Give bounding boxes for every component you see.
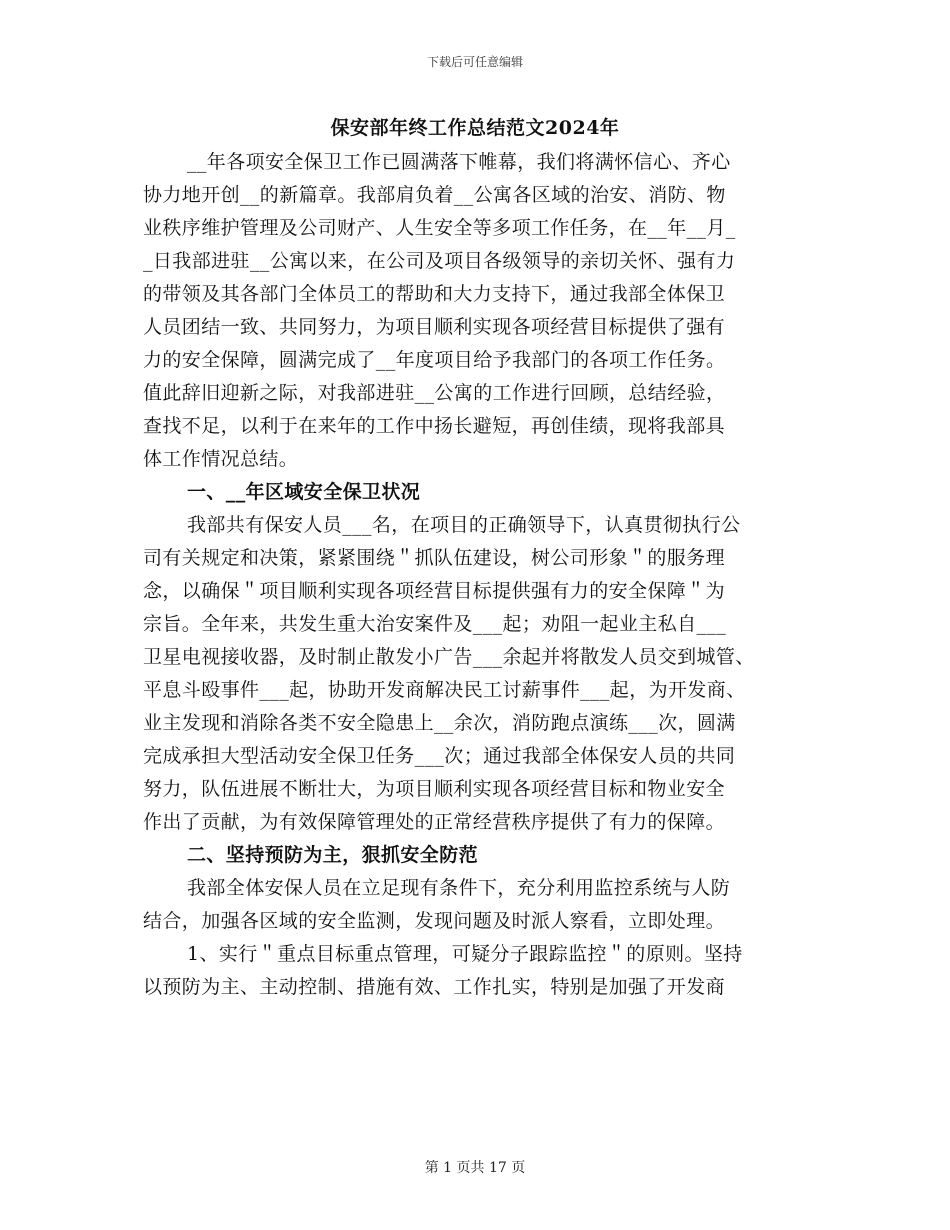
body-line: _日我部进驻__公寓以来，在公司及项目各级领导的亲切关怀、强有力	[143, 250, 736, 272]
body-line: 努力，队伍进展不断壮大，为项目顺利实现各项经营目标和物业安全	[143, 778, 726, 800]
body-line: 业秩序维护管理及公司财产、人生安全等多项工作任务，在__年__月_	[143, 217, 736, 239]
body-line: 宗旨。全年来，共发生重大治安案件及___起；劝阻一起业主私自___	[143, 613, 727, 635]
body-line: 我部全体安保人员在立足现有条件下，充分利用监控系统与人防	[187, 877, 731, 899]
body-line: 的带领及其各部门全体员工的帮助和大力支持下，通过我部全体保卫	[143, 283, 726, 305]
body-line: 业主发现和消除各类不安全隐患上__余次，消防跑点演练___次，圆满	[143, 712, 736, 734]
body-line: 作出了贡献，为有效保障管理处的正常经营秩序提供了有力的保障。	[143, 811, 726, 833]
body-line: 结合，加强各区域的安全监测，发现问题及时派人察看，立即处理。	[143, 910, 726, 932]
body-line: 值此辞旧迎新之际，对我部进驻__公寓的工作进行回顾，总结经验，	[143, 382, 726, 404]
body-line: 卫星电视接收器，及时制止散发小广告___余起并将散发人员交到城管、	[143, 646, 755, 668]
document-title: 保安部年终工作总结范文2024年	[330, 117, 620, 139]
body-line: 念，以确保＂项目顺利实现各项经营目标提供强有力的安全保障＂为	[143, 580, 726, 602]
section-heading: 二、坚持预防为主，狠抓安全防范	[187, 844, 479, 866]
body-line: 司有关规定和决策，紧紧围绕＂抓队伍建设，树公司形象＂的服务理	[143, 547, 726, 569]
body-line: 1、实行＂重点目标重点管理，可疑分子跟踪监控＂的原则。坚持	[187, 943, 743, 965]
page-footer: 第 1 页共 17 页	[424, 1160, 526, 1176]
section-heading: 一、__年区域安全保卫状况	[187, 481, 421, 503]
body-line: 我部共有保安人员___名，在项目的正确领导下，认真贯彻执行公	[187, 514, 741, 536]
body-line: 完成承担大型活动安全保卫任务___次；通过我部全体保安人员的共同	[143, 745, 736, 767]
document-body	[143, 146, 803, 1004]
body-line: 人员团结一致、共同努力，为项目顺利实现各项经营目标提供了强有	[143, 316, 726, 338]
body-line: 平息斗殴事件___起，协助开发商解决民工讨薪事件___起，为开发商、	[143, 679, 746, 701]
header-note: 下载后可任意编辑	[426, 55, 523, 69]
body-line: 协力地开创__的新篇章。我部肩负着__公寓各区域的治安、消防、物	[143, 184, 726, 206]
body-line: 力的安全保障，圆满完成了__年度项目给予我部门的各项工作任务。	[143, 349, 726, 371]
body-line: 查找不足，以利于在来年的工作中扬长避短，再创佳绩，现将我部具	[143, 415, 726, 437]
body-line: 以预防为主、主动控制、措施有效、工作扎实，特别是加强了开发商	[143, 976, 726, 998]
body-line: __年各项安全保卫工作已圆满落下帷幕，我们将满怀信心、齐心	[187, 151, 731, 173]
body-line: 体工作情况总结。	[143, 448, 299, 470]
